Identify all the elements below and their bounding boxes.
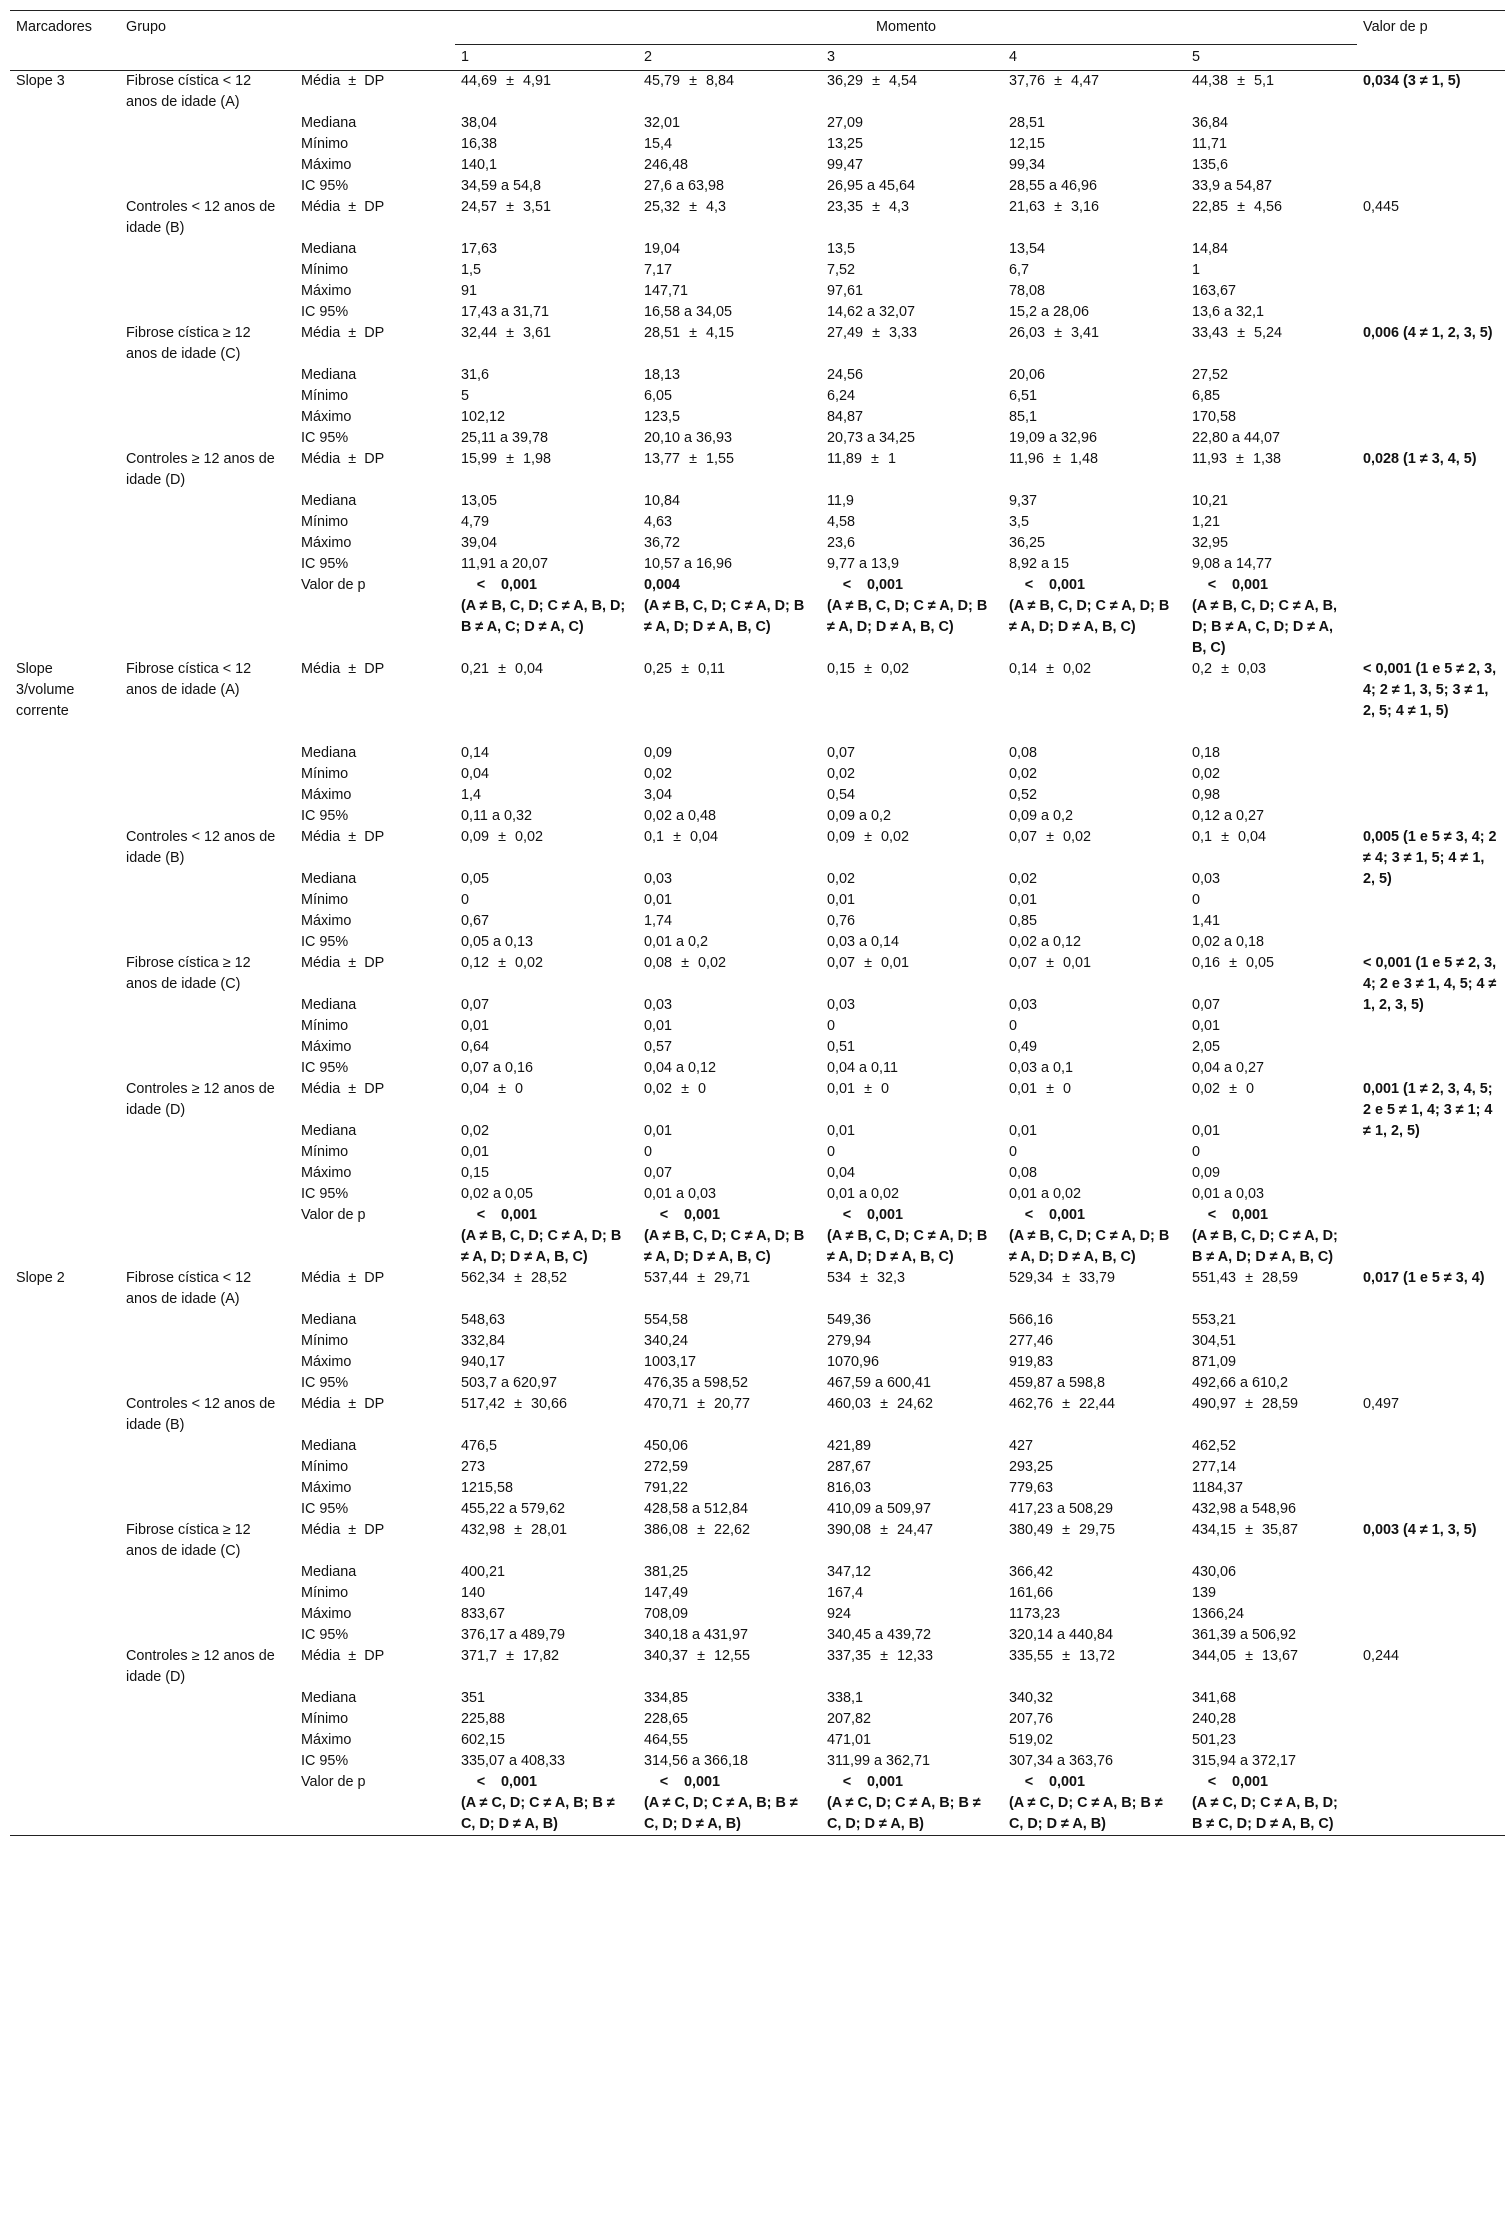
stats-cell: 10,21 1,21 32,95 9,08 a 14,77 — [1192, 493, 1273, 572]
stat-labels: Mediana Mínimo Máximo IC 95% — [301, 1690, 357, 1769]
mean-cell: 0,21 ± 0,04 — [461, 661, 544, 677]
table-row — [10, 827, 1505, 848]
mean-cell: 490,97 ± 28,59 — [1192, 1396, 1299, 1412]
stats-cell: 0,01 0 0,09 0,01 a 0,03 — [1192, 1123, 1265, 1202]
mean-cell: 551,43 ± 28,59 — [1192, 1270, 1299, 1286]
group-label: Controles < 12 anos de idade (B) — [126, 829, 276, 866]
mean-cell: 26,03 ± 3,41 — [1009, 325, 1100, 341]
stats-cell: 14,84 1 163,67 13,6 a 32,1 — [1192, 241, 1265, 320]
stats-cell: 38,04 16,38 140,1 34,59 a 54,8 — [461, 115, 542, 194]
stats-cell: 20,06 6,51 85,1 19,09 a 32,96 — [1009, 367, 1098, 446]
mean-cell: 36,29 ± 4,54 — [827, 73, 918, 89]
mean-sd-label: Média ± DP — [301, 1270, 385, 1286]
mean-cell: 24,57 ± 3,51 — [461, 199, 552, 215]
results-table-container — [10, 10, 1495, 1836]
moment-p-value: < 0,001 (A ≠ B, C, D; C ≠ A, D; B ≠ A, D; D ≠ A, B, C) — [1009, 1207, 1170, 1265]
table-row — [10, 449, 1505, 470]
stats-cell: 554,58 340,24 1003,17 476,35 a 598,52 — [644, 1312, 749, 1391]
mean-cell: 537,44 ± 29,71 — [644, 1270, 751, 1286]
header-valor-p: Valor de p — [1357, 11, 1505, 45]
mean-sd-label: Média ± DP — [301, 829, 385, 845]
stats-cell: 0,02 0,01 0,85 0,02 a 0,12 — [1009, 871, 1082, 950]
stat-labels: Mediana Mínimo Máximo IC 95% — [301, 745, 357, 824]
header-moment-2: 2 — [644, 49, 653, 65]
table-row — [10, 197, 1505, 218]
stat-labels: Mediana Mínimo Máximo IC 95% — [301, 115, 357, 194]
stats-cell: 31,6 5 102,12 25,11 a 39,78 — [461, 367, 548, 446]
stats-cell: 9,37 3,5 36,25 8,92 a 15 — [1009, 493, 1070, 572]
stat-labels: Mediana Mínimo Máximo IC 95% — [301, 871, 357, 950]
moment-p-value: < 0,001 (A ≠ B, C, D; C ≠ A, B, D; B ≠ A, C; D ≠ A, C) — [461, 577, 626, 635]
stats-cell: 0,05 0 0,67 0,05 a 0,13 — [461, 871, 534, 950]
mean-cell: 45,79 ± 8,84 — [644, 73, 735, 89]
mean-cell: 432,98 ± 28,01 — [461, 1522, 568, 1538]
mean-cell: 0,07 ± 0,01 — [827, 955, 910, 971]
mean-cell: 22,85 ± 4,56 — [1192, 199, 1283, 215]
stats-cell: 549,36 279,94 1070,96 467,59 a 600,41 — [827, 1312, 932, 1391]
table-row — [10, 1205, 1505, 1268]
table-row — [10, 1772, 1505, 1836]
mean-cell: 390,08 ± 24,47 — [827, 1522, 934, 1538]
stats-cell: 0,02 0,01 0,15 0,02 a 0,05 — [461, 1123, 534, 1202]
mean-cell: 33,43 ± 5,24 — [1192, 325, 1283, 341]
stats-cell: 381,25 147,49 708,09 340,18 a 431,97 — [644, 1564, 749, 1643]
stats-cell: 24,56 6,24 84,87 20,73 a 34,25 — [827, 367, 916, 446]
moment-p-value: < 0,001 (A ≠ C, D; C ≠ A, B; B ≠ C, D; D ≠ A, B) — [638, 1772, 821, 1836]
stats-cell: 421,89 287,67 816,03 410,09 a 509,97 — [827, 1438, 932, 1517]
mean-cell: 0,07 ± 0,02 — [1009, 829, 1092, 845]
mean-cell: 23,35 ± 4,3 — [827, 199, 910, 215]
stats-cell: 553,21 304,51 871,09 492,66 a 610,2 — [1192, 1312, 1289, 1391]
mean-cell: 11,93 ± 1,38 — [1192, 451, 1281, 467]
moment-p-value: < 0,001 (A ≠ C, D; C ≠ A, B; B ≠ C, D; D ≠ A, B) — [1003, 1772, 1186, 1836]
mean-cell: 0,09 ± 0,02 — [827, 829, 910, 845]
mean-cell: 335,55 ± 13,72 — [1009, 1648, 1116, 1664]
stat-labels: Mediana Mínimo Máximo IC 95% — [301, 1123, 357, 1202]
mean-sd-label: Média ± DP — [301, 661, 385, 677]
table-body — [10, 71, 1505, 1836]
stats-cell: 340,32 207,76 519,02 307,34 a 363,76 — [1009, 1690, 1114, 1769]
mean-sd-label: Média ± DP — [301, 325, 385, 341]
mean-cell: 21,63 ± 3,16 — [1009, 199, 1100, 215]
table-row — [10, 1268, 1505, 1289]
mean-cell: 0,1 ± 0,04 — [1192, 829, 1267, 845]
mean-cell: 0,01 ± 0 — [1009, 1081, 1072, 1097]
group-label: Fibrose cística < 12 anos de idade (A) — [126, 1270, 252, 1307]
moment-p-value: < 0,001 (A ≠ C, D; C ≠ A, B; B ≠ C, D; D ≠ A, B) — [821, 1772, 1003, 1836]
mean-cell: 0,02 ± 0 — [644, 1081, 707, 1097]
stats-cell: 400,21 140 833,67 376,17 a 489,79 — [461, 1564, 566, 1643]
stats-cell: 18,13 6,05 123,5 20,10 a 36,93 — [644, 367, 733, 446]
group-p-value: 0,445 — [1363, 199, 1400, 215]
mean-sd-label: Média ± DP — [301, 451, 385, 467]
mean-cell: 25,32 ± 4,3 — [644, 199, 727, 215]
group-label: Fibrose cística ≥ 12 anos de idade (C) — [126, 325, 251, 362]
stats-cell: 351 225,88 602,15 335,07 a 408,33 — [461, 1690, 566, 1769]
stats-cell: 338,1 207,82 471,01 311,99 a 362,71 — [827, 1690, 930, 1769]
stat-labels: Mediana Mínimo Máximo IC 95% — [301, 997, 357, 1076]
mean-cell: 0,07 ± 0,01 — [1009, 955, 1092, 971]
mean-cell: 15,99 ± 1,98 — [461, 451, 552, 467]
stats-cell: 0,03 0,01 1,74 0,01 a 0,2 — [644, 871, 709, 950]
mean-cell: 0,1 ± 0,04 — [644, 829, 719, 845]
group-label: Controles ≥ 12 anos de idade (D) — [126, 1648, 275, 1685]
mean-cell: 0,04 ± 0 — [461, 1081, 524, 1097]
stats-cell: 19,04 7,17 147,71 16,58 a 34,05 — [644, 241, 733, 320]
stats-cell: 334,85 228,65 464,55 314,56 a 366,18 — [644, 1690, 749, 1769]
stats-cell: 13,05 4,79 39,04 11,91 a 20,07 — [461, 493, 548, 572]
stats-cell: 36,84 11,71 135,6 33,9 a 54,87 — [1192, 115, 1273, 194]
header-moment-4: 4 — [1009, 49, 1018, 65]
stat-labels: Mediana Mínimo Máximo IC 95% — [301, 1564, 357, 1643]
stats-cell: 0,03 0 0,51 0,04 a 0,11 — [827, 997, 898, 1076]
moment-p-value: < 0,001 (A ≠ C, D; C ≠ A, B, D; B ≠ C, D; D ≠ A, B, C) — [1186, 1772, 1357, 1836]
group-p-value: 0,005 (1 e 5 ≠ 3, 4; 2 ≠ 4; 3 ≠ 1, 5; 4 ≠ 1, 2, 5) — [1363, 829, 1497, 887]
stats-cell: 0,01 0 0,07 0,01 a 0,03 — [644, 1123, 717, 1202]
table-row — [10, 953, 1505, 974]
stats-cell: 566,16 277,46 919,83 459,87 a 598,8 — [1009, 1312, 1106, 1391]
stat-labels: Mediana Mínimo Máximo IC 95% — [301, 1312, 357, 1391]
stats-cell: 476,5 273 1215,58 455,22 a 579,62 — [461, 1438, 566, 1517]
stats-cell: 10,84 4,63 36,72 10,57 a 16,96 — [644, 493, 733, 572]
mean-cell: 32,44 ± 3,61 — [461, 325, 552, 341]
mean-sd-label: Média ± DP — [301, 1396, 385, 1412]
moment-p-value: < 0,001 (A ≠ B, C, D; C ≠ A, D; B ≠ A, D; D ≠ A, B, C) — [1192, 1207, 1338, 1265]
mean-cell: 460,03 ± 24,62 — [827, 1396, 934, 1412]
moment-p-value: < 0,001 (A ≠ B, C, D; C ≠ A, D; B ≠ A, D; D ≠ A, B, C) — [461, 1207, 622, 1265]
moment-p-value: < 0,001 (A ≠ B, C, D; C ≠ A, D; B ≠ A, D; D ≠ A, B, C) — [827, 1207, 988, 1265]
mean-cell: 0,01 ± 0 — [827, 1081, 890, 1097]
moment-p-value: 0,004 (A ≠ B, C, D; C ≠ A, D; B ≠ A, D; D ≠ A, B, C) — [644, 577, 805, 635]
stats-cell: 0,03 0 1,41 0,02 a 0,18 — [1192, 871, 1265, 950]
header-grupo: Grupo — [120, 11, 295, 45]
marker-label: Slope 3 — [16, 73, 65, 89]
mean-cell: 340,37 ± 12,55 — [644, 1648, 751, 1664]
mean-cell: 0,08 ± 0,02 — [644, 955, 727, 971]
stats-cell: 427 293,25 779,63 417,23 a 508,29 — [1009, 1438, 1114, 1517]
mean-cell: 337,35 ± 12,33 — [827, 1648, 934, 1664]
mean-cell: 529,34 ± 33,79 — [1009, 1270, 1116, 1286]
table-row — [10, 323, 1505, 344]
stats-cell: 0,01 0 0,08 0,01 a 0,02 — [1009, 1123, 1082, 1202]
stats-cell: 0,18 0,02 0,98 0,12 a 0,27 — [1192, 745, 1265, 824]
mean-cell: 434,15 ± 35,87 — [1192, 1522, 1299, 1538]
table-header — [10, 11, 1505, 72]
group-p-value: 0,497 — [1363, 1396, 1400, 1412]
mean-cell: 0,16 ± 0,05 — [1192, 955, 1275, 971]
group-p-value: < 0,001 (1 e 5 ≠ 2, 3, 4; 2 e 3 ≠ 1, 4, 5; 4 ≠ 1, 2, 3, 5) — [1363, 955, 1497, 1013]
mean-sd-label: Média ± DP — [301, 73, 385, 89]
mean-cell: 562,34 ± 28,52 — [461, 1270, 568, 1286]
table-row — [10, 659, 1505, 722]
mean-cell: 0,14 ± 0,02 — [1009, 661, 1092, 677]
table-row — [10, 575, 1505, 659]
moment-p-value: < 0,001 (A ≠ B, C, D; C ≠ A, B, D; B ≠ A, C, D; D ≠ A, B, C) — [1192, 577, 1338, 656]
group-p-value: 0,003 (4 ≠ 1, 3, 5) — [1363, 1522, 1477, 1538]
mean-sd-label: Média ± DP — [301, 199, 385, 215]
table-row — [10, 1520, 1505, 1541]
stats-cell: 17,63 1,5 91 17,43 a 31,71 — [461, 241, 550, 320]
stats-cell: 341,68 240,28 501,23 315,94 a 372,17 — [1192, 1690, 1297, 1769]
stats-cell: 0,01 0 0,04 0,01 a 0,02 — [827, 1123, 900, 1202]
moment-p-value: < 0,001 (A ≠ B, C, D; C ≠ A, D; B ≠ A, D; D ≠ A, B, C) — [1009, 577, 1170, 635]
valor-p-label: Valor de p — [301, 1207, 366, 1223]
mean-cell: 11,89 ± 1 — [827, 451, 896, 467]
mean-cell: 0,12 ± 0,02 — [461, 955, 544, 971]
group-label: Controles ≥ 12 anos de idade (D) — [126, 451, 275, 488]
group-p-value: 0,006 (4 ≠ 1, 2, 3, 5) — [1363, 325, 1493, 341]
stats-cell: 0,07 0,01 2,05 0,04 a 0,27 — [1192, 997, 1265, 1076]
mean-cell: 534 ± 32,3 — [827, 1270, 906, 1286]
mean-cell: 13,77 ± 1,55 — [644, 451, 735, 467]
stats-cell: 0,09 0,02 3,04 0,02 a 0,48 — [644, 745, 717, 824]
stats-cell: 347,12 167,4 924 340,45 a 439,72 — [827, 1564, 932, 1643]
moment-p-value: < 0,001 (A ≠ C, D; C ≠ A, B; B ≠ C, D; D ≠ A, B) — [455, 1772, 638, 1836]
mean-sd-label: Média ± DP — [301, 955, 385, 971]
stats-cell: 548,63 332,84 940,17 503,7 a 620,97 — [461, 1312, 558, 1391]
group-p-value: 0,028 (1 ≠ 3, 4, 5) — [1363, 451, 1477, 467]
mean-cell: 27,49 ± 3,33 — [827, 325, 918, 341]
group-label: Controles < 12 anos de idade (B) — [126, 1396, 276, 1433]
stats-cell: 27,52 6,85 170,58 22,80 a 44,07 — [1192, 367, 1281, 446]
mean-cell: 380,49 ± 29,75 — [1009, 1522, 1116, 1538]
stat-labels: Mediana Mínimo Máximo IC 95% — [301, 241, 357, 320]
stats-cell: 32,01 15,4 246,48 27,6 a 63,98 — [644, 115, 725, 194]
group-label: Fibrose cística ≥ 12 anos de idade (C) — [126, 955, 251, 992]
table-row — [10, 1394, 1505, 1415]
mean-sd-label: Média ± DP — [301, 1648, 385, 1664]
group-label: Fibrose cística < 12 anos de idade (A) — [126, 661, 252, 698]
group-p-value: 0,001 (1 ≠ 2, 3, 4, 5; 2 e 5 ≠ 1, 4; 3 ≠ 1; 4 ≠ 1, 2, 5) — [1363, 1081, 1493, 1139]
header-momento: Momento — [455, 11, 1357, 45]
stats-cell: 462,52 277,14 1184,37 432,98 a 548,96 — [1192, 1438, 1297, 1517]
mean-cell: 386,08 ± 22,62 — [644, 1522, 751, 1538]
stats-cell: 0,08 0,02 0,52 0,09 a 0,2 — [1009, 745, 1074, 824]
group-label: Fibrose cística ≥ 12 anos de idade (C) — [126, 1522, 251, 1559]
group-p-value: 0,034 (3 ≠ 1, 5) — [1363, 73, 1461, 89]
mean-cell: 44,38 ± 5,1 — [1192, 73, 1275, 89]
group-label: Fibrose cística < 12 anos de idade (A) — [126, 73, 252, 110]
mean-cell: 371,7 ± 17,82 — [461, 1648, 560, 1664]
group-p-value: 0,244 — [1363, 1648, 1400, 1664]
marker-label: Slope 2 — [16, 1270, 65, 1286]
valor-p-label: Valor de p — [301, 577, 366, 593]
mean-cell: 0,02 ± 0 — [1192, 1081, 1255, 1097]
group-label: Controles < 12 anos de idade (B) — [126, 199, 276, 236]
mean-cell: 470,71 ± 20,77 — [644, 1396, 751, 1412]
stats-cell: 0,07 0,01 0,64 0,07 a 0,16 — [461, 997, 534, 1076]
group-label: Controles ≥ 12 anos de idade (D) — [126, 1081, 275, 1118]
stats-cell: 0,03 0,01 0,57 0,04 a 0,12 — [644, 997, 717, 1076]
stats-cell: 0,03 0 0,49 0,03 a 0,1 — [1009, 997, 1074, 1076]
stats-cell: 366,42 161,66 1173,23 320,14 a 440,84 — [1009, 1564, 1114, 1643]
mean-cell: 462,76 ± 22,44 — [1009, 1396, 1116, 1412]
mean-cell: 28,51 ± 4,15 — [644, 325, 735, 341]
valor-p-label: Valor de p — [295, 1772, 455, 1836]
moment-p-value: < 0,001 (A ≠ B, C, D; C ≠ A, D; B ≠ A, D; D ≠ A, B, C) — [644, 1207, 805, 1265]
stats-cell: 11,9 4,58 23,6 9,77 a 13,9 — [827, 493, 900, 572]
mean-cell: 0,15 ± 0,02 — [827, 661, 910, 677]
mean-sd-label: Média ± DP — [301, 1081, 385, 1097]
table-row — [10, 1646, 1505, 1667]
mean-cell: 344,05 ± 13,67 — [1192, 1648, 1299, 1664]
mean-sd-label: Média ± DP — [301, 1522, 385, 1538]
mean-cell: 0,2 ± 0,03 — [1192, 661, 1267, 677]
marker-label: Slope 3/volume corrente — [16, 661, 75, 719]
stats-cell: 13,5 7,52 97,61 14,62 a 32,07 — [827, 241, 916, 320]
stat-labels: Mediana Mínimo Máximo IC 95% — [301, 367, 357, 446]
stats-cell: 27,09 13,25 99,47 26,95 a 45,64 — [827, 115, 916, 194]
stats-cell: 0,07 0,02 0,54 0,09 a 0,2 — [827, 745, 892, 824]
mean-cell: 11,96 ± 1,48 — [1009, 451, 1098, 467]
table-row — [10, 71, 1505, 92]
mean-cell: 0,09 ± 0,02 — [461, 829, 544, 845]
group-p-value: 0,017 (1 e 5 ≠ 3, 4) — [1363, 1270, 1485, 1286]
mean-cell: 0,25 ± 0,11 — [644, 661, 725, 677]
stats-cell: 28,51 12,15 99,34 28,55 a 46,96 — [1009, 115, 1098, 194]
mean-cell: 517,42 ± 30,66 — [461, 1396, 568, 1412]
mean-cell: 37,76 ± 4,47 — [1009, 73, 1100, 89]
header-moment-5: 5 — [1192, 49, 1201, 65]
header-moment-3: 3 — [827, 49, 836, 65]
stats-cell: 0,14 0,04 1,4 0,11 a 0,32 — [461, 745, 532, 824]
stats-cell: 430,06 139 1366,24 361,39 a 506,92 — [1192, 1564, 1297, 1643]
stats-cell: 450,06 272,59 791,22 428,58 a 512,84 — [644, 1438, 749, 1517]
results-table — [10, 10, 1505, 1836]
stat-labels: Mediana Mínimo Máximo IC 95% — [301, 1438, 357, 1517]
stat-labels: Mediana Mínimo Máximo IC 95% — [301, 493, 357, 572]
moment-p-value: < 0,001 (A ≠ B, C, D; C ≠ A, D; B ≠ A, D; D ≠ A, B, C) — [827, 577, 988, 635]
table-row — [10, 1079, 1505, 1100]
mean-cell: 44,69 ± 4,91 — [461, 73, 552, 89]
stats-cell: 0,02 0,01 0,76 0,03 a 0,14 — [827, 871, 900, 950]
stats-cell: 13,54 6,7 78,08 15,2 a 28,06 — [1009, 241, 1090, 320]
group-p-value: < 0,001 (1 e 5 ≠ 2, 3, 4; 2 ≠ 1, 3, 5; 3 ≠ 1, 2, 5; 4 ≠ 1, 5) — [1363, 661, 1497, 719]
header-moment-1: 1 — [461, 49, 470, 65]
header-marcadores: Marcadores — [10, 11, 120, 45]
